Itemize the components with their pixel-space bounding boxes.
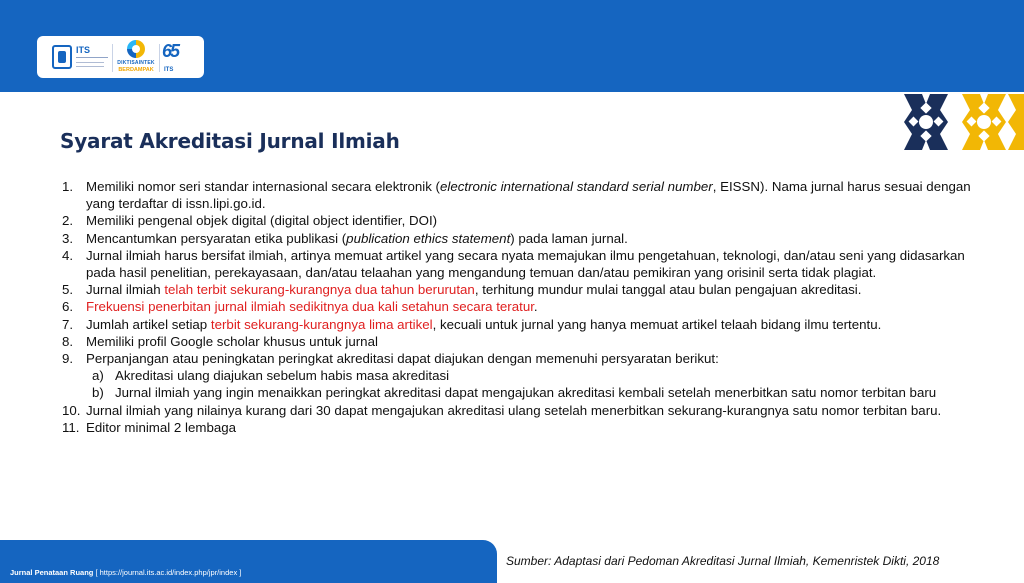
requirement-item — [62, 212, 992, 229]
requirement-text: publication ethics statement — [346, 230, 511, 246]
footer-journal-name: Jurnal Penataan Ruang — [10, 568, 94, 577]
requirement-text: Memiliki nomor seri standar internasional secara elektronik ( — [86, 179, 440, 194]
requirement-number: 5. — [62, 282, 74, 298]
requirement-number: 4. — [62, 247, 74, 263]
requirement-text: electronic international standard serial number — [439, 179, 713, 194]
requirement-text: . — [533, 299, 538, 315]
requirement-highlight-text: telah terbit sekurang-kurangnya dua tahun berurutan — [164, 282, 475, 298]
requirement-item — [62, 298, 992, 315]
requirement-text: ) pada laman jurnal. — [510, 230, 628, 246]
requirement-number: 1. — [62, 179, 74, 194]
requirement-item — [62, 333, 992, 350]
footer-journal-link[interactable]: [ https://journal.its.ac.id/index.php/jpr/index ] — [95, 568, 242, 577]
requirement-text: Jurnal ilmiah yang nilainya kurang dari 30 dapat mengajukan akreditasi ulang setelah menerbitkan sekurang-kurangnya satu nomor terbitan baru. — [86, 402, 942, 418]
anniversary-number: 65 — [162, 41, 179, 61]
requirement-text: , terhitung mundur mulai tanggal atau bulan pengajuan akreditasi. — [474, 282, 862, 298]
requirement-text: , kecuali untuk jurnal yang hanya memuat artikel telaah bidang ilmu tertentu. — [432, 316, 882, 332]
its-logo-subtitle-lines — [76, 57, 108, 70]
requirement-number: 9. — [62, 351, 74, 367]
footer-journal-info — [10, 568, 241, 577]
source-citation: Sumber: Adaptasi dari Pedoman Akreditasi Jurnal Ilmiah, Kemenristek Dikti, 2018 — [506, 554, 940, 568]
requirement-item — [62, 281, 992, 298]
requirement-item — [62, 350, 992, 402]
requirement-number: 8. — [62, 333, 74, 349]
logo-divider — [159, 44, 160, 72]
requirement-text: Editor minimal 2 lembaga — [86, 419, 237, 435]
diktisaintek-mark-icon — [127, 40, 145, 58]
requirement-item — [62, 419, 992, 436]
diktisaintek-text: DIKTISAINTEK — [117, 60, 155, 66]
requirement-number: 10. — [62, 402, 81, 418]
requirement-text: Mencantumkan persyaratan etika publikasi ( — [86, 230, 347, 246]
its-logo — [52, 43, 110, 73]
requirement-text: Memiliki pengenal objek digital (digital object identifier, DOI) — [86, 213, 438, 229]
sub-requirement-letter: a) — [92, 368, 104, 384]
its-seal-icon — [52, 45, 72, 69]
requirement-text: Perpanjangan atau peningkatan peringkat akreditasi dapat diajukan dengan memenuhi persyaratan berikut: — [86, 351, 719, 367]
sub-requirement-text: Jurnal ilmiah yang ingin menaikkan peringkat akreditasi dapat mengajukan akreditasi kembali setelah menerbitkan satu nomor terbitan baru — [115, 385, 937, 401]
requirement-number: 2. — [62, 213, 74, 229]
sub-requirement-item — [86, 367, 992, 384]
sub-requirement-item — [86, 384, 992, 401]
requirement-highlight-text: Frekuensi penerbitan jurnal ilmiah sedikitnya dua kali setahun secara teratur — [86, 299, 534, 315]
requirement-item — [62, 247, 992, 281]
requirement-highlight-text: terbit sekurang-kurangnya lima artikel — [210, 316, 433, 332]
requirement-text: , EISSN). Nama jurnal harus sesuai dengan yang terdaftar di issn.lipi.go.id. — [86, 179, 971, 212]
sub-requirements-list — [86, 367, 992, 401]
requirement-text: Jurnal ilmiah harus bersifat ilmiah, artinya memuat artikel yang secara nyata memajukan ilmu pengetahuan, teknologi, dan/atau seni yang didasarkan pada hasil penelitian, perekayasaan, dan/atau telaahan yang mengandung temuan dan/atau pemikiran yang orisinil serta tidak plagiat. — [86, 247, 965, 281]
requirement-text: Memiliki profil Google scholar khusus untuk jurnal — [86, 333, 378, 349]
berdampak-text: BERDAMPAK — [118, 67, 154, 73]
anniversary-its-text: ITS — [164, 67, 174, 73]
requirement-text: Jumlah artikel setiap — [86, 316, 211, 332]
requirement-text: Jurnal ilmiah — [86, 282, 165, 298]
requirement-number: 6. — [62, 299, 74, 315]
requirement-number: 3. — [62, 230, 74, 246]
requirement-number: 7. — [62, 316, 74, 332]
diktisaintek-logo — [116, 40, 156, 76]
requirement-item — [62, 402, 992, 419]
requirement-item — [62, 316, 992, 333]
requirements-list — [62, 178, 992, 436]
sub-requirement-text: Akreditasi ulang diajukan sebelum habis masa akreditasi — [115, 368, 450, 384]
requirement-item — [62, 230, 992, 247]
its-logo-text: ITS — [76, 45, 91, 55]
sub-requirement-letter: b) — [92, 385, 104, 401]
batik-ornament-icon — [900, 92, 1024, 152]
requirement-number: 11. — [62, 419, 80, 435]
its-65-logo — [162, 41, 192, 75]
logo-divider — [112, 44, 113, 72]
page-title: Syarat Akreditasi Jurnal Ilmiah — [60, 129, 400, 153]
requirement-item — [62, 178, 992, 212]
